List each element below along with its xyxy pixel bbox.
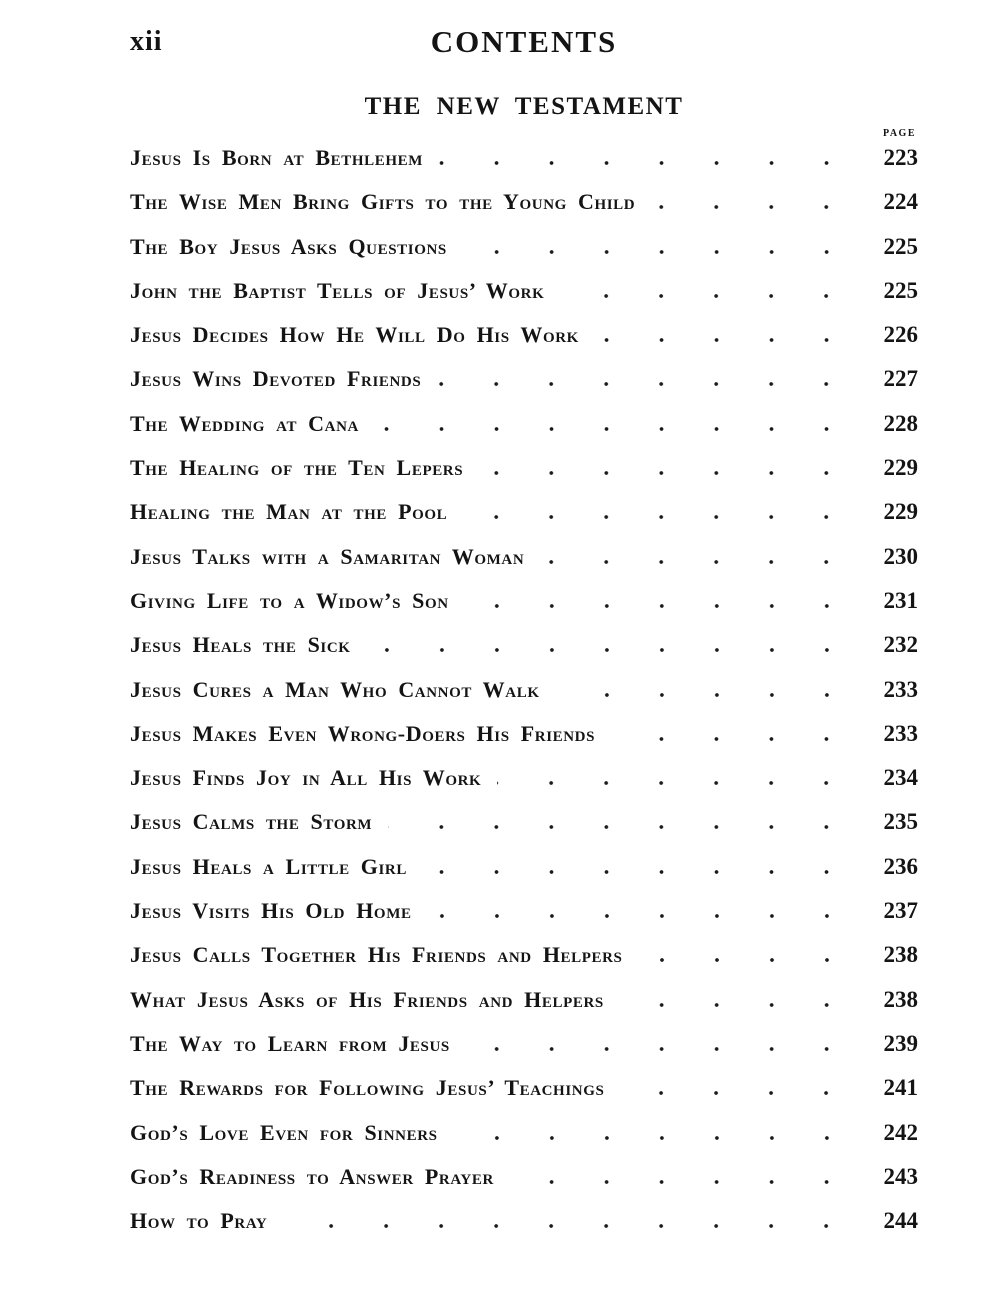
toc-entry — [130, 720, 918, 764]
page-title: CONTENTS — [430, 24, 618, 59]
toc-entry-title: Jesus Visits His Old Home — [130, 898, 412, 924]
dot-leader — [463, 515, 854, 519]
toc-entry-title: Jesus Decides How He Will Do His Work — [130, 322, 579, 348]
section-heading: THE NEW TESTAMENT — [364, 93, 684, 120]
toc-entry — [130, 321, 918, 365]
dot-leader — [466, 1047, 854, 1051]
toc-entry-title: Jesus Wins Devoted Friends — [130, 366, 422, 392]
dot-leader — [437, 382, 854, 386]
toc-entry-title: Jesus Heals the Sick — [130, 632, 351, 658]
toc-entry-title: Jesus Finds Joy in All His Work — [130, 765, 482, 791]
toc-entry-page: 238 — [883, 986, 918, 1012]
toc-entry — [130, 365, 918, 409]
dot-leader — [620, 1091, 854, 1095]
dot-leader — [611, 737, 854, 741]
dot-leader — [651, 205, 854, 209]
dot-leader — [479, 471, 854, 475]
toc-entry-page: 237 — [883, 898, 918, 924]
toc-entry-title: The Wedding at Cana — [130, 410, 359, 436]
toc-entry-title: Giving Life to a Widow’s Son — [130, 587, 449, 613]
toc-entry-page: 225 — [883, 277, 918, 303]
toc-entry-title: How to Pray — [130, 1208, 268, 1234]
text-block — [130, 0, 918, 1308]
toc-entry — [130, 1207, 918, 1251]
toc-entry — [130, 676, 918, 720]
toc-list — [130, 144, 918, 1251]
toc-entry — [130, 233, 918, 277]
toc-entry-page: 228 — [883, 410, 918, 436]
dot-leader — [510, 1180, 854, 1184]
dot-leader — [423, 870, 854, 874]
toc-entry-title: God’s Love Even for Sinners — [130, 1119, 438, 1145]
dot-leader — [497, 781, 854, 785]
dot-leader — [620, 1003, 854, 1007]
dot-leader — [560, 294, 854, 298]
toc-entry-page: 231 — [883, 587, 918, 613]
dot-leader — [540, 560, 854, 564]
toc-entry-title: Jesus Cures a Man Who Cannot Walk — [130, 676, 540, 702]
toc-entry — [130, 410, 918, 454]
dot-leader — [428, 914, 854, 918]
toc-entry-title: Jesus Makes Even Wrong-Doers His Friends — [130, 720, 596, 746]
toc-entry-page: 244 — [883, 1208, 918, 1234]
toc-entry-title: Jesus Calms the Storm — [130, 809, 373, 835]
toc-entry-title: The Healing of the Ten Lepers — [130, 455, 464, 481]
toc-entry — [130, 144, 918, 188]
toc-entry — [130, 188, 918, 232]
dot-leader — [283, 1224, 854, 1228]
toc-entry — [130, 543, 918, 587]
dot-leader — [375, 427, 854, 431]
toc-entry-title: Jesus Calls Together His Friends and Helpers — [130, 942, 623, 968]
toc-entry — [130, 986, 918, 1030]
toc-entry — [130, 277, 918, 321]
toc-entry-page: 239 — [883, 1030, 918, 1056]
toc-entry-page: 232 — [883, 632, 918, 658]
toc-entry-page: 229 — [883, 455, 918, 481]
toc-entry-title: Jesus Talks with a Samaritan Woman — [130, 543, 525, 569]
toc-entry-page: 236 — [883, 853, 918, 879]
toc-entry — [130, 764, 918, 808]
toc-entry-page: 238 — [883, 942, 918, 968]
toc-entry — [130, 587, 918, 631]
toc-entry — [130, 631, 918, 675]
toc-entry-title: The Way to Learn from Jesus — [130, 1030, 450, 1056]
dot-leader — [639, 958, 855, 962]
toc-entry-title: The Rewards for Following Jesus’ Teachings — [130, 1075, 605, 1101]
dot-leader — [465, 604, 854, 608]
dot-leader — [463, 250, 854, 254]
toc-entry — [130, 941, 918, 985]
toc-entry-page: 243 — [883, 1163, 918, 1189]
dot-leader — [454, 1136, 854, 1140]
dot-leader — [367, 648, 854, 652]
dot-leader — [388, 825, 854, 829]
toc-entry-title: Healing the Man at the Pool — [130, 499, 448, 525]
folio-page-number: xii — [130, 26, 163, 57]
toc-entry-title: The Wise Men Bring Gifts to the Young Child — [130, 189, 636, 215]
page-column-label: PAGE — [882, 128, 916, 139]
toc-entry-page: 241 — [883, 1075, 918, 1101]
toc-entry — [130, 897, 918, 941]
toc-entry-title: John the Baptist Tells of Jesus’ Work — [130, 277, 545, 303]
toc-entry-page: 233 — [883, 720, 918, 746]
toc-entry-page: 226 — [883, 322, 918, 348]
toc-entry-title: God’s Readiness to Answer Prayer — [130, 1163, 494, 1189]
toc-entry — [130, 498, 918, 542]
toc-entry-page: 224 — [883, 189, 918, 215]
toc-entry-page: 223 — [883, 145, 918, 170]
toc-entry-page: 233 — [883, 676, 918, 702]
toc-entry — [130, 1030, 918, 1074]
toc-entry — [130, 1163, 918, 1207]
toc-entry — [130, 1119, 918, 1163]
toc-entry — [130, 454, 918, 498]
toc-entry-page: 235 — [883, 809, 918, 835]
toc-entry-page: 225 — [883, 233, 918, 259]
toc-entry-page: 242 — [883, 1119, 918, 1145]
toc-entry-title: What Jesus Asks of His Friends and Helpers — [130, 986, 604, 1012]
toc-entry-title: Jesus Heals a Little Girl — [130, 853, 407, 879]
toc-entry-page: 234 — [883, 765, 918, 791]
dot-leader — [595, 338, 854, 342]
toc-entry-page: 227 — [883, 366, 918, 392]
toc-entry — [130, 853, 918, 897]
dot-leader — [439, 161, 854, 165]
toc-entry-title: Jesus Is Born at Bethlehem — [130, 145, 423, 170]
toc-entry-page: 229 — [883, 499, 918, 525]
toc-entry-page: 230 — [883, 543, 918, 569]
toc-entry — [130, 808, 918, 852]
toc-entry — [130, 1074, 918, 1118]
dot-leader — [556, 693, 854, 697]
toc-entry-title: The Boy Jesus Asks Questions — [130, 233, 447, 259]
